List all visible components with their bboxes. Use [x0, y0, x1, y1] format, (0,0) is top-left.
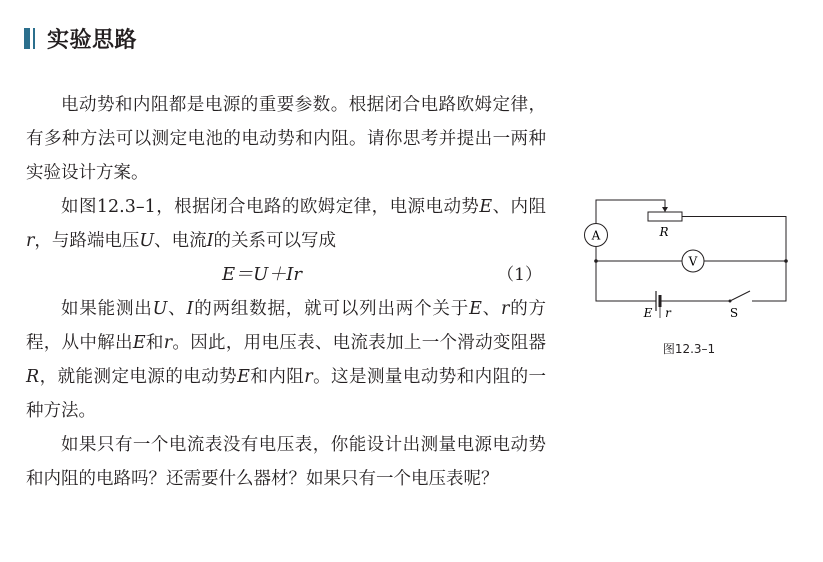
symbol-emf: E	[469, 299, 482, 319]
circuit-diagram	[578, 194, 800, 364]
switch-contact	[729, 300, 732, 303]
equation-1	[26, 258, 546, 292]
symbol-voltage: U	[139, 231, 155, 251]
figure-caption: 图12.3–1	[662, 342, 716, 356]
text-run: 。这是测量电动势和内阻的一种方法。	[26, 367, 547, 421]
paragraph-method	[26, 292, 546, 428]
voltmeter-label: V	[688, 254, 698, 269]
symbol-current: I	[206, 231, 214, 251]
text-run: 、内阻	[492, 197, 546, 217]
junction-dot-right	[784, 259, 788, 263]
paragraph-ohm-law	[26, 190, 546, 258]
text-run: ，与路端电压	[34, 231, 140, 251]
switch-symbol	[730, 291, 750, 301]
text-run: 。因此，用电压表、电流表加上一个滑动变阻器	[172, 333, 547, 353]
text-run: 的方程，从中解出	[26, 299, 547, 353]
paragraph-intro: 电动势和内阻都是电源的重要参数。根据闭合电路欧姆定律，有多种方法可以测定电池的电动势和内阻。请你思考并提出一两种实验设计方案。	[26, 95, 546, 183]
text-run: ，就能测定电源的电动势	[39, 367, 238, 387]
text-run: 、	[481, 299, 502, 319]
symbol-emf: E	[237, 367, 250, 387]
section-title: 实验思路	[47, 27, 138, 53]
text-run: 的两组数据，就可以列出两个关于	[193, 299, 470, 319]
internal-resistance-label: r	[665, 306, 671, 320]
text-run: 、电流	[154, 231, 207, 251]
equation-number: （1）	[497, 265, 542, 285]
equation-expression: E＝U＋Ir	[222, 264, 303, 285]
circuit-figure	[578, 194, 800, 364]
rheostat-label: R	[659, 225, 669, 239]
text-run: 和	[145, 333, 164, 353]
switch-label: S	[729, 306, 739, 320]
symbol-resistance: r	[163, 333, 173, 353]
symbol-resistance: r	[501, 299, 510, 319]
paragraph-question: 如果只有一个电流表没有电压表，你能设计出测量电源电动势和内阻的电路吗？还需要什么器材？如果只有一个电压表呢？	[26, 435, 546, 489]
ammeter-label: A	[591, 228, 601, 243]
heading-accent-line	[33, 28, 35, 49]
text-run: 如果能测出	[61, 299, 153, 319]
symbol-resistance: r	[304, 367, 313, 387]
symbol-emf: E	[132, 333, 146, 353]
junction-dot-left	[594, 259, 598, 263]
text-run: 、	[167, 299, 187, 319]
symbol-emf: E	[479, 197, 493, 217]
symbol-current: I	[186, 299, 194, 319]
symbol-resistance: r	[26, 231, 35, 251]
text-run: 如图12.3–1，根据闭合电路的欧姆定律，电源电动势	[61, 197, 480, 217]
slider-arrow-icon	[662, 207, 668, 212]
section-heading	[24, 24, 137, 52]
symbol-voltage: U	[152, 299, 168, 319]
emf-label: E	[643, 306, 653, 320]
symbol-rheostat: R	[26, 367, 40, 387]
text-run: 和内阻	[249, 367, 305, 387]
heading-accent-bar	[24, 28, 30, 49]
text-run: 的关系可以写成	[213, 231, 337, 251]
wire-left-lower	[596, 247, 651, 301]
main-text	[26, 88, 546, 496]
rheostat-symbol	[648, 212, 682, 221]
wire-right	[682, 217, 786, 302]
